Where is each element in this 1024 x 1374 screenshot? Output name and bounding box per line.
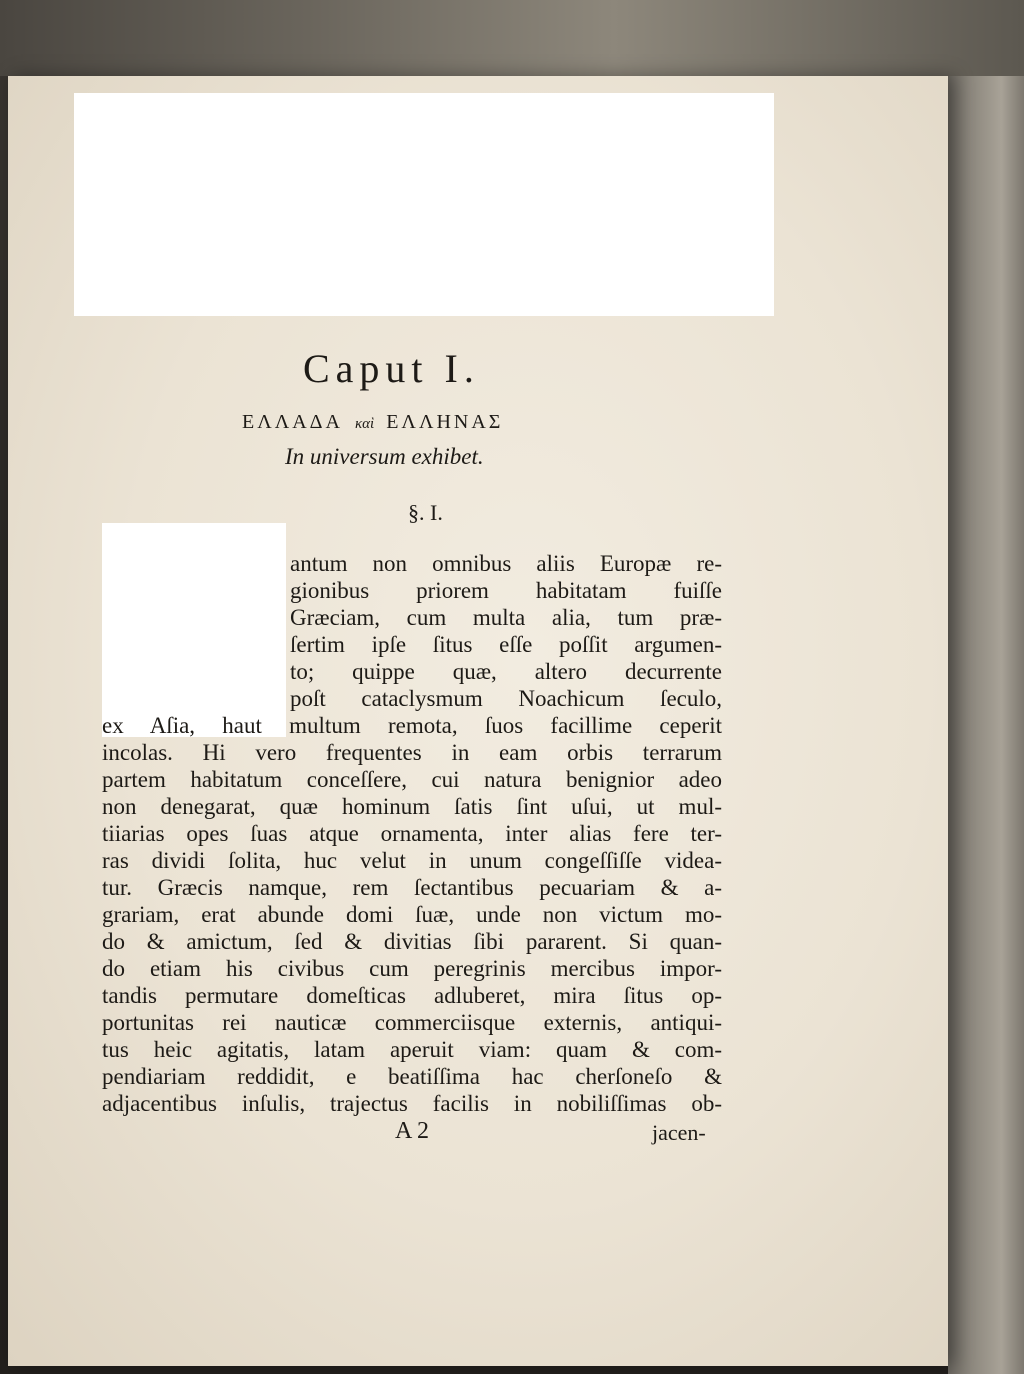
body-line: to; quippe quæ, altero decurrente: [290, 659, 722, 684]
body-line: pendiariam reddidit, e beatiſſima hac cherſoneſo &: [102, 1064, 722, 1089]
body-line: incolas. Hi vero frequentes in eam orbis terrarum: [102, 740, 722, 765]
body-line: tandis permutare domeſticas adluberet, mira ſitus op-: [102, 983, 722, 1008]
body-line: tiiarias opes ſuas atque ornamenta, inter alias fere ter-: [102, 821, 722, 846]
redacted-block-top: [74, 93, 774, 316]
body-line: grariam, erat abunde domi ſuæ, unde non victum mo-: [102, 902, 722, 927]
redacted-initial-letter: [102, 523, 286, 737]
page-edge-right: [948, 76, 1024, 1374]
signature-mark: A 2: [395, 1118, 430, 1144]
body-line: tur. Græcis namque, rem ſectantibus pecuariam & a-: [102, 875, 722, 900]
body-line: adjacentibus inſulis, trajectus facilis in nobiliſſimas ob-: [102, 1091, 722, 1116]
body-line: gionibus priorem habitatam fuiſſe: [290, 578, 722, 603]
greek-subtitle-kai: καὶ: [354, 416, 375, 432]
greek-subtitle: [242, 411, 622, 434]
body-line: ras dividi ſolita, huc velut in unum congeſſiſſe videa-: [102, 848, 722, 873]
body-line: portunitas rei nauticæ commerciisque externis, antiqui-: [102, 1010, 722, 1035]
body-line: poſt cataclysmum Noachicum ſeculo,: [290, 686, 722, 711]
book-top-edge: [0, 0, 1024, 76]
greek-subtitle-left: ΕΛΛΑΔΑ: [242, 411, 343, 433]
section-mark: §. I.: [408, 500, 443, 525]
body-line: ex Aſia, haut multum remota, ſuos facillime ceperit: [102, 713, 722, 738]
body-line: partem habitatum conceſſere, cui natura benignior adeo: [102, 767, 722, 792]
body-line: Græciam, cum multa alia, tum præ-: [290, 605, 722, 630]
chapter-heading: Caput I.: [303, 346, 480, 391]
greek-subtitle-right: ΕΛΛΗΝΑΣ: [386, 411, 504, 433]
body-line: do etiam his civibus cum peregrinis mercibus impor-: [102, 956, 722, 981]
catchword: jacen-: [652, 1120, 706, 1145]
body-line: do & amictum, ſed & divitias ſibi pararent. Si quan-: [102, 929, 722, 954]
latin-subtitle: In universum exhibet.: [285, 444, 484, 469]
body-line: antum non omnibus aliis Europæ re-: [290, 551, 722, 576]
body-line: tus heic agitatis, latam aperuit viam: quam & com-: [102, 1037, 722, 1062]
body-line: non denegarat, quæ hominum ſatis ſint uſui, ut mul-: [102, 794, 722, 819]
body-line: ſertim ipſe ſitus eſſe poſſit argumen-: [290, 632, 722, 657]
